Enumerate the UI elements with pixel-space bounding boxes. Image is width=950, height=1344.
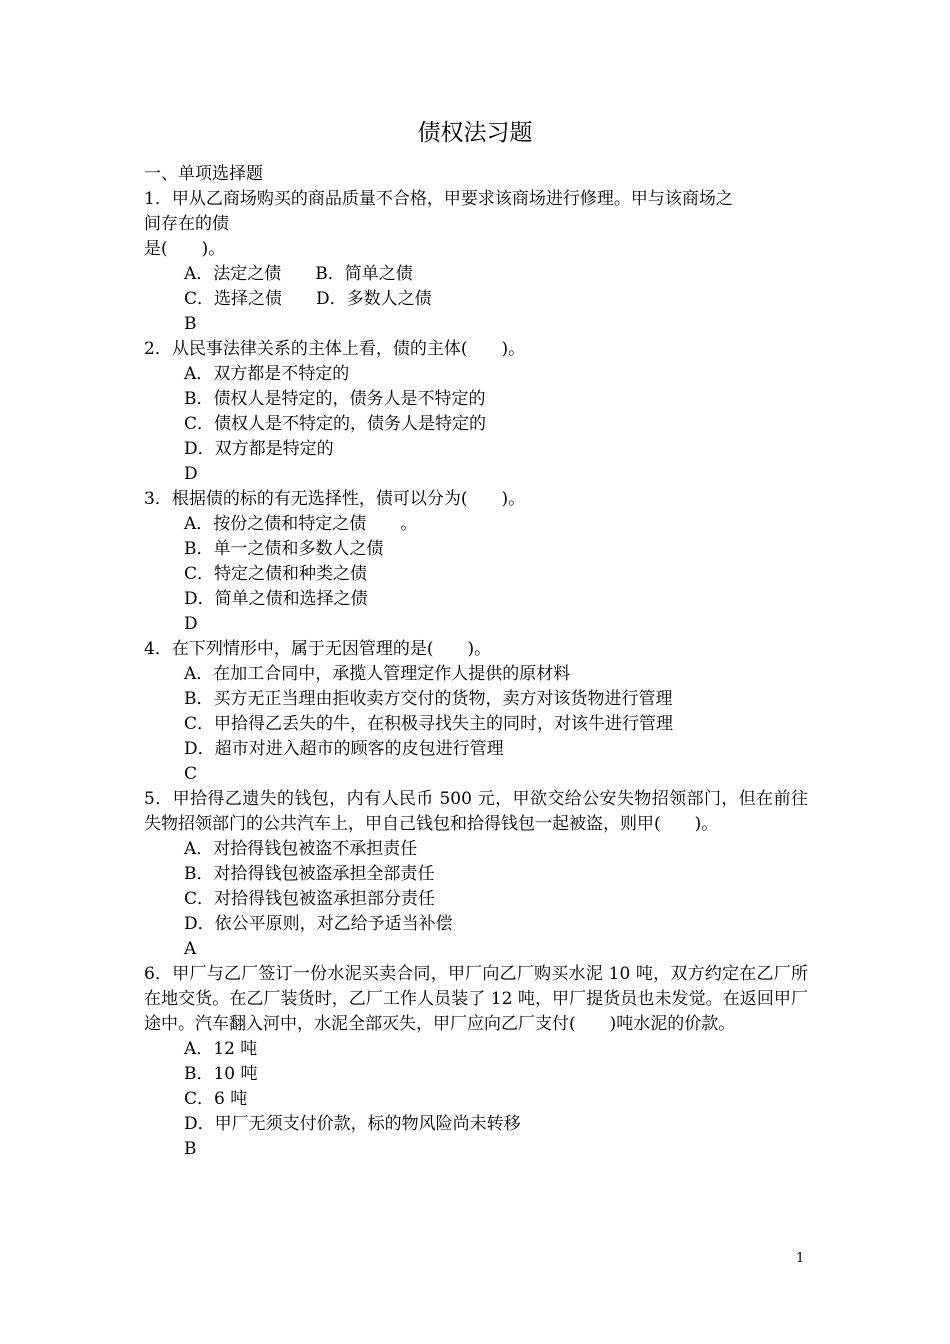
question-6 <box>144 962 808 1162</box>
question-1-option-ab: A．法定之债 B．简单之债 <box>184 264 413 284</box>
question-1-line-1: 1．甲从乙商场购买的商品质量不合格，甲要求该商场进行修理。甲与该商场之 <box>144 189 733 209</box>
question-1-option-cd: C．选择之债 D．多数人之债 <box>184 289 432 309</box>
question-5-option-a: A．对拾得钱包被盗不承担责任 <box>184 839 418 859</box>
document-body <box>144 162 808 1162</box>
question-5-option-b: B．对拾得钱包被盗承担全部责任 <box>184 864 435 884</box>
section-heading: 一、单项选择题 <box>144 164 263 184</box>
question-2-option-a: A．双方都是不特定的 <box>184 364 350 384</box>
question-6-option-b: B．10 吨 <box>184 1064 258 1084</box>
page-number: 1 <box>796 1251 805 1266</box>
question-3-stem: 3．根据债的标的有无选择性，债可以分为( )。 <box>144 489 526 509</box>
question-5-option-c: C．对拾得钱包被盗承担部分责任 <box>184 889 436 909</box>
question-4-option-c: C．甲拾得乙丢失的牛，在积极寻找失主的同时，对该牛进行管理 <box>184 714 674 734</box>
question-6-option-a: A．12 吨 <box>184 1039 258 1059</box>
question-2-option-c: C．债权人是不特定的，债务人是特定的 <box>184 414 487 434</box>
document-title: 债权法习题 <box>417 120 533 146</box>
question-2-stem: 2．从民事法律关系的主体上看，债的主体( )。 <box>144 339 526 359</box>
question-4-option-b: B．买方无正当理由拒收卖方交付的货物，卖方对该货物进行管理 <box>184 689 673 709</box>
question-3-option-b: B．单一之债和多数人之债 <box>184 539 384 559</box>
question-6-stem: 6．甲厂与乙厂签订一份水泥买卖合同，甲厂向乙厂购买水泥 10 吨，双方约定在乙厂所在地交货。在乙厂装货时，乙厂工作人员装了 12 吨，甲厂提货员也未发觉。在返回甲厂途中。汽车翻入河中，水泥全部灭失，甲厂应向乙厂支付( )吨水泥的价款。 <box>144 964 808 1034</box>
question-4-answer: C <box>184 764 198 784</box>
question-3-option-c: C．特定之债和种类之债 <box>184 564 368 584</box>
question-1-line-2: 间存在的债 <box>144 214 229 234</box>
question-6-option-c: C．6 吨 <box>184 1089 248 1109</box>
question-4-stem: 4．在下列情形中，属于无因管理的是( )。 <box>144 639 492 659</box>
question-2 <box>144 337 808 487</box>
question-4-option-d: D．超市对进入超市的顾客的皮包进行管理 <box>184 739 504 759</box>
question-2-answer: D <box>184 464 198 484</box>
question-3-option-d: D．简单之债和选择之债 <box>184 589 368 609</box>
question-1-line-3: 是( )。 <box>144 239 226 259</box>
question-6-answer: B <box>184 1139 197 1159</box>
question-4 <box>144 637 808 787</box>
question-5-stem: 5．甲拾得乙遗失的钱包，内有人民币 500 元，甲欲交给公安失物招领部门，但在前往失物招领部门的公共汽车上，甲自己钱包和拾得钱包一起被盗，则甲( )。 <box>144 789 808 834</box>
question-1 <box>144 187 808 337</box>
question-5-answer: A <box>184 939 197 959</box>
question-2-option-d: D．双方都是特定的 <box>184 439 334 459</box>
question-3 <box>144 487 808 637</box>
question-6-option-d: D．甲厂无须支付价款，标的物风险尚未转移 <box>184 1114 521 1134</box>
question-4-option-a: A．在加工合同中，承揽人管理定作人提供的原材料 <box>184 664 571 684</box>
question-5 <box>144 787 808 962</box>
question-5-option-d: D．依公平原则，对乙给予适当补偿 <box>184 914 453 934</box>
question-3-option-a: A．按份之债和特定之债 。 <box>184 514 418 534</box>
question-3-answer: D <box>184 614 198 634</box>
question-1-answer: B <box>184 314 197 334</box>
question-2-option-b: B．债权人是特定的，债务人是不特定的 <box>184 389 486 409</box>
